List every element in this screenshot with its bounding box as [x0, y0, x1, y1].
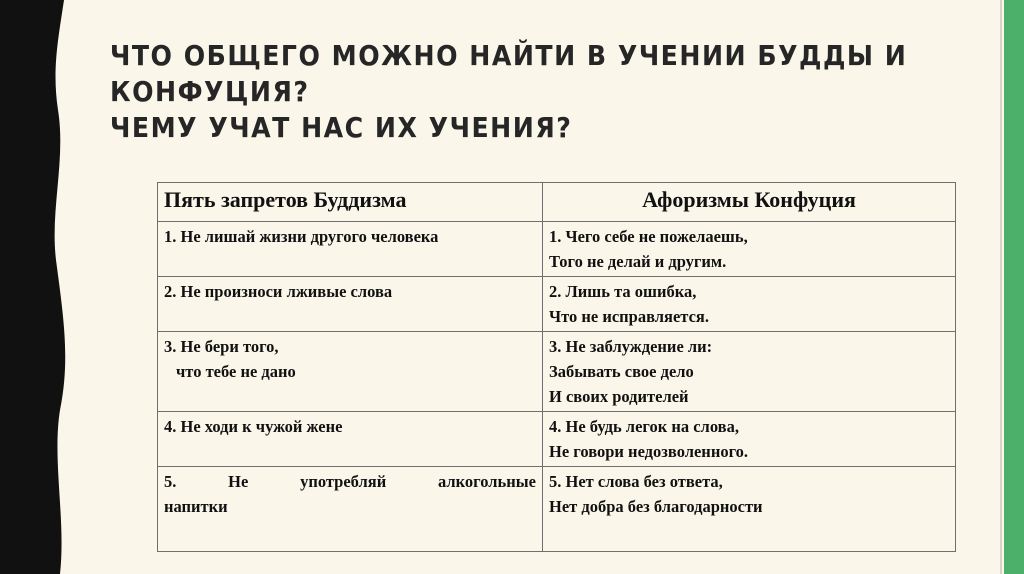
comparison-table — [157, 182, 956, 552]
table-row — [158, 332, 956, 412]
confucius-cell — [543, 412, 956, 467]
buddhism-cell — [158, 467, 543, 552]
title-line-2: КОНФУЦИЯ? — [110, 75, 310, 108]
cell-text: 4. Не ходи к чужой жене — [164, 417, 343, 436]
cell-text: 1. Чего себе не пожелаешь, — [549, 227, 748, 246]
left-decorative-wave — [0, 0, 80, 574]
cell-text: 5. Не употребляй алкогольные — [164, 472, 536, 491]
cell-text: 1. Не лишай жизни другого человека — [164, 227, 439, 246]
confucius-cell — [543, 467, 956, 552]
buddhism-cell — [158, 412, 543, 467]
buddhism-cell — [158, 222, 543, 277]
table-row — [158, 412, 956, 467]
cell-text: Что не исправляется. — [549, 307, 709, 326]
cell-text: что тебе не дано — [176, 362, 296, 381]
confucius-cell — [543, 222, 956, 277]
cell-text: 3. Не бери того, — [164, 337, 279, 356]
cell-text: Того не делай и другим. — [549, 252, 727, 271]
cell-text: Не говори недозволенного. — [549, 442, 749, 461]
buddhism-cell — [158, 332, 543, 412]
right-accent-bar — [1000, 0, 1024, 574]
cell-text: 2. Лишь та ошибка, — [549, 282, 697, 301]
confucius-cell — [543, 277, 956, 332]
slide-title — [110, 38, 910, 146]
cell-text: напитки — [164, 497, 228, 516]
cell-text: Забывать свое дело — [549, 362, 694, 381]
cell-text: 3. Не заблуждение ли: — [549, 337, 713, 356]
title-line-3: ЧЕМУ УЧАТ НАС ИХ УЧЕНИЯ? — [110, 111, 573, 144]
cell-text: 5. Нет слова без ответа, — [549, 472, 723, 491]
header-confucius: Афоризмы Конфуция — [543, 183, 956, 222]
cell-text: И своих родителей — [549, 387, 689, 406]
cell-text: 4. Не будь легок на слова, — [549, 417, 739, 436]
table-row — [158, 467, 956, 552]
table-row — [158, 222, 956, 277]
title-line-1: ЧТО ОБЩЕГО МОЖНО НАЙТИ В УЧЕНИИ БУДДЫ И — [110, 39, 908, 72]
confucius-cell — [543, 332, 956, 412]
table-header-row — [158, 183, 956, 222]
cell-text: 2. Не произноси лживые слова — [164, 282, 393, 301]
buddhism-cell — [158, 277, 543, 332]
table-row — [158, 277, 956, 332]
header-buddhism: Пять запретов Буддизма — [158, 183, 543, 222]
cell-text: Нет добра без благодарности — [549, 497, 763, 516]
